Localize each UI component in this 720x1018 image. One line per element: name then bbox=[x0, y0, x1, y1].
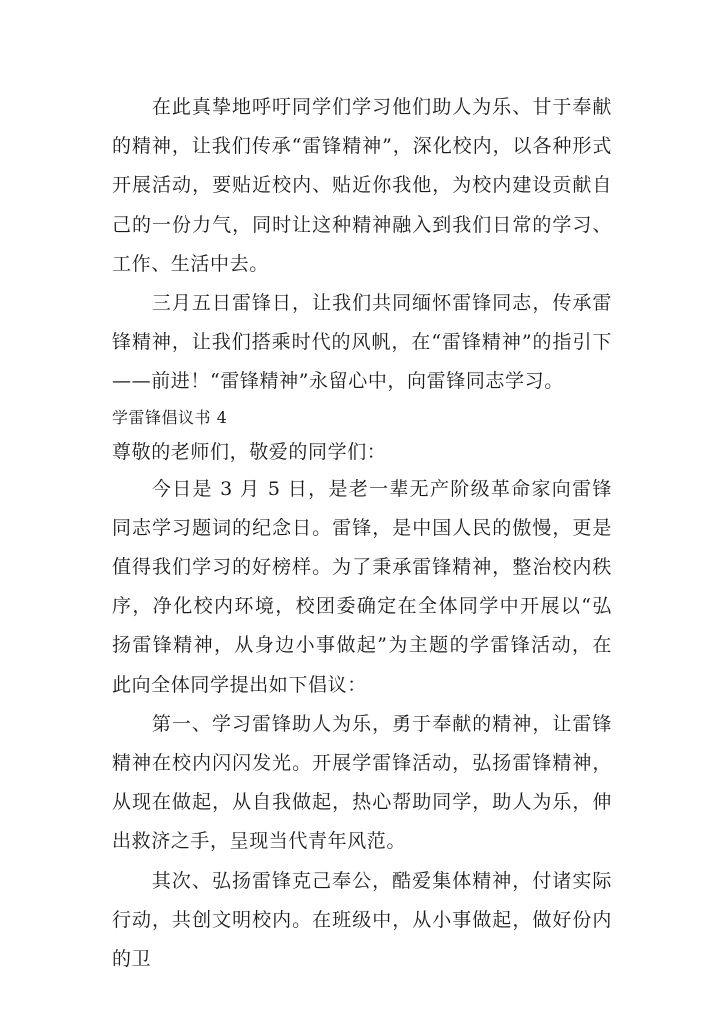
paragraph-intro: 今日是 3 月 5 日，是老一辈无产阶级革命家向雷锋同志学习题词的纪念日。雷锋，是中国人民的傲慢，更是值得我们学习的好榜样。为了秉承雷锋精神，整治校内秩序，净化校内环境，校团委确定在全体同学中开展以“弘扬雷锋精神，从身边小事做起”为主题的学雷锋活动，在此向全体同学提出如下倡议： bbox=[112, 477, 612, 696]
paragraph-march-fifth: 三月五日雷锋日，让我们共同缅怀雷锋同志，传承雷锋精神，让我们搭乘时代的风帆，在“雷锋精神”的指引下——前进！“雷锋精神”永留心中，向雷锋同志学习。 bbox=[112, 292, 612, 393]
paragraph-second-proposal: 其次、弘扬雷锋克己奉公，酷爱集体精神，付诸实际行动，共创文明校内。在班级中，从小事做起，做好份内的卫 bbox=[112, 869, 612, 971]
section-title: 学雷锋倡议书 4 bbox=[112, 407, 228, 427]
paragraph-call-to-learn: 在此真挚地呼吁同学们学习他们助人为乐、甘于奉献的精神，让我们传承“雷锋精神”，深化校内，以各种形式开展活动，要贴近校内、贴近你我他，为校内建设贡献自己的一份力气，同时让这种精神融入到我们日常的学习、工作、生活中去。 bbox=[112, 96, 612, 275]
salutation: 尊敬的老师们，敬爱的同学们： bbox=[112, 440, 387, 463]
paragraph-first-proposal: 第一、学习雷锋助人为乐，勇于奉献的精神，让雷锋精神在校内闪闪发光。开展学雷锋活动，弘扬雷锋精神，从现在做起，从自我做起，热心帮助同学，助人为乐，伸出救济之手，呈现当代青年风范。 bbox=[112, 712, 612, 853]
document-page bbox=[112, 88, 612, 979]
